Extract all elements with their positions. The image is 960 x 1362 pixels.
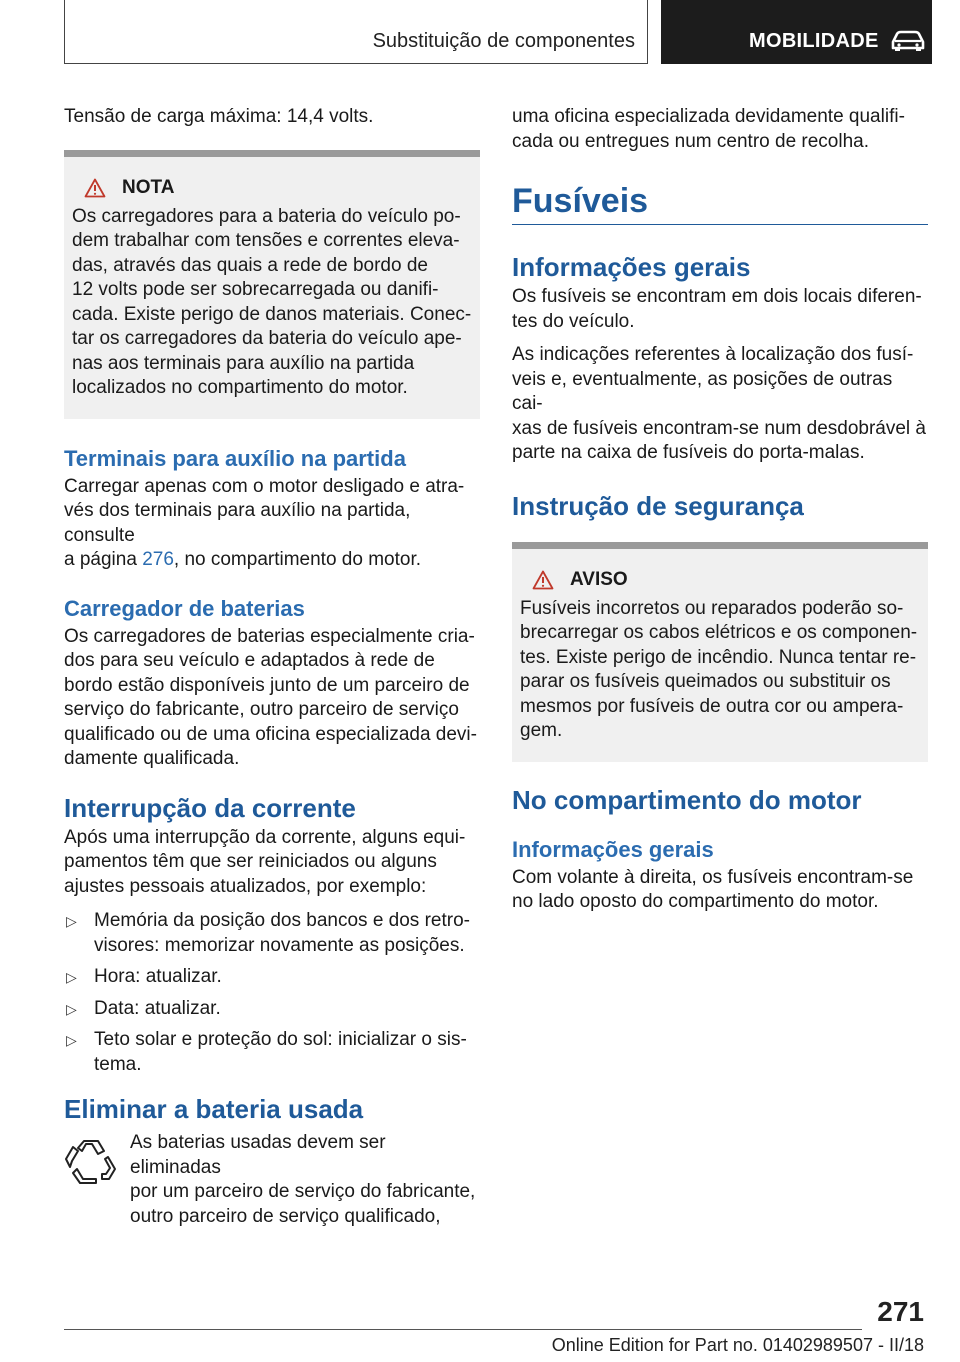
continuation-line: uma oficina especializada devidamente qualifi- [512,106,905,127]
warning-line: Fusíveis incorretos ou reparados poderão so- [520,597,904,619]
engine-compartment-heading: No compartimento do motor [512,784,862,815]
list-item [64,997,480,1022]
interruption-line: pamentos têm que ser reiniciados ou alguns [64,851,437,872]
note-title-row [72,177,472,199]
charger-line: serviço do fabricante, outro parceiro de serviço [64,699,459,720]
disposal-heading: Eliminar a bateria usada [64,1094,364,1124]
general-line: veis e, eventualmente, as posições de outras cai- [512,368,893,414]
charger-line: qualificado ou de uma oficina especializada devi- [64,723,477,745]
warning-triangle-icon [84,178,106,198]
list-item-line: visores: memorizar novamente as posições. [94,934,465,956]
footer-rule [64,1329,862,1330]
disposal-row [64,1131,480,1229]
interruption-line: Após uma interrupção da corrente, alguns equi- [64,826,466,848]
general-line: Os fusíveis se encontram em dois locais diferen- [512,286,922,307]
heading-rule [512,224,928,225]
section-title: Substituição de componentes [372,30,635,52]
disposal-line: As baterias usadas devem ser eliminadas [130,1132,386,1178]
list-item-line: Hora: atualizar. [94,966,222,987]
note-title: NOTA [122,176,175,198]
note-line: nas aos terminais para auxílio na partida [72,352,415,374]
continuation-line: cada ou entregues num centro de recolha. [512,130,870,152]
chapter-title: MOBILIDADE [749,30,879,52]
bullet-triangle-icon: ▷ [66,913,77,929]
general-line: xas de fusíveis encontram-se num desdobrável à [512,417,926,439]
disposal-text [130,1131,480,1229]
section-tab [64,0,648,64]
general-line: As indicações referentes à localização dos fusí- [512,344,914,365]
charger-line: dos para seu veículo e adaptados à rede de [64,650,435,671]
charger-line: bordo estão disponíveis junto de um parceiro de [64,674,470,696]
engine-general-heading: Informações gerais [512,836,714,862]
page-reference-link[interactable]: 276 [142,549,174,570]
note-box [64,150,480,419]
car-icon [889,28,927,52]
list-item [64,1028,480,1077]
terminals-line: vés dos terminais para auxílio na partida, consulte [64,500,411,546]
list-item-line: Teto solar e proteção do sol: inicializar o sis- [94,1029,467,1050]
right-column [512,98,928,915]
note-line: localizados no compartimento do motor. [72,377,408,398]
note-line: das, através das quais a rede de bordo de [72,254,428,276]
left-column [64,98,480,1229]
charger-heading: Carregador de baterias [64,595,305,621]
disposal-line: outro parceiro de serviço qualificado, [130,1205,441,1227]
list-item [64,965,480,990]
warning-box [512,542,928,762]
terminals-line: Carregar apenas com o motor desligado e atra- [64,475,465,497]
fuses-heading: Fusíveis [512,182,649,220]
warning-title: AVISO [570,568,628,590]
charger-line: damente qualificada. [64,748,240,769]
interruption-heading: Interrupção da corrente [64,792,356,823]
warning-line: mesmos por fusíveis de outra cor ou ampera- [520,695,904,717]
warning-line: gem. [520,720,563,741]
general-info-heading: Informações gerais [512,252,751,282]
general-line: tes do veículo. [512,310,635,332]
list-item-line: tema. [94,1053,142,1075]
interruption-list [64,909,480,1077]
page-header [64,0,932,66]
general-line: parte na caixa de fusíveis do porta-malas. [512,442,865,463]
note-line: Os carregadores para a bateria do veículo po- [72,205,461,227]
interruption-line: ajustes pessoais atualizados, por exemplo: [64,875,427,897]
warning-line: tes. Existe perigo de incêndio. Nunca tentar re- [520,646,917,668]
warning-title-row [520,569,920,591]
recycle-icon [64,1135,118,1187]
terminals-line [64,548,480,573]
list-item-line: Data: atualizar. [94,997,221,1019]
terminals-text: , no compartimento do motor. [173,549,422,570]
note-line: 12 volts pode ser sobrecarregada ou danifi- [72,279,439,300]
note-line: tar os carregadores da bateria do veículo ape- [72,328,462,349]
page-number: 271 [877,1296,924,1327]
edition-text: Online Edition for Part no. 01402989507 - II/18 [551,1335,924,1355]
bullet-triangle-icon: ▷ [66,1032,77,1048]
terminals-heading: Terminais para auxílio na partida [64,445,406,471]
engine-line: Com volante à direita, os fusíveis encontram-se [512,866,914,888]
note-line: cada. Existe perigo de danos materiais. Conec- [72,303,472,325]
safety-heading: Instrução de segurança [512,490,804,521]
warning-line: brecarregar os cabos elétricos e os componen- [520,622,918,643]
chapter-tab [661,0,932,64]
note-line: dem trabalhar com tensões e correntes eleva- [72,230,460,251]
charger-line: Os carregadores de baterias especialmente cria- [64,625,475,647]
bullet-triangle-icon: ▷ [66,1000,77,1017]
max-voltage-text: Tensão de carga máxima: 14,4 volts. [64,106,374,127]
list-item-line: Memória da posição dos bancos e dos retro- [94,910,470,931]
terminals-text: a página [64,549,143,570]
warning-triangle-icon [532,570,554,590]
disposal-line: por um parceiro de serviço do fabricante, [130,1181,476,1202]
bullet-triangle-icon: ▷ [66,969,77,985]
list-item [64,909,480,958]
engine-line: no lado oposto do compartimento do motor. [512,891,879,912]
warning-line: parar os fusíveis queimados ou substituir os [520,671,891,692]
